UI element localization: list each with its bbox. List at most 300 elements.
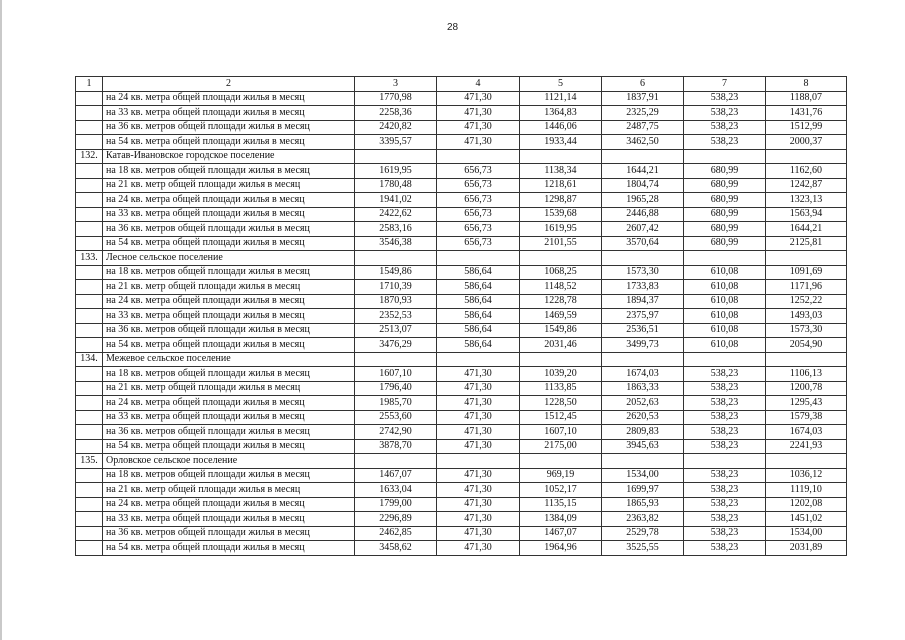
row-description: на 24 кв. метра общей площади жилья в месяц: [103, 193, 355, 208]
value-cell: 1965,28: [602, 193, 684, 208]
section-name: Катав-Ивановское городское поселение: [103, 149, 355, 164]
value-cell: 3945,63: [602, 439, 684, 454]
row-number-cell: [76, 294, 103, 309]
value-cell: 2536,51: [602, 323, 684, 338]
table-row: [76, 280, 847, 295]
value-cell: 3476,29: [355, 338, 437, 353]
value-cell: 2125,81: [766, 236, 847, 251]
row-description: на 18 кв. метров общей площади жилья в месяц: [103, 367, 355, 382]
value-cell: 471,30: [437, 468, 520, 483]
value-cell: 471,30: [437, 410, 520, 425]
row-number-cell: [76, 512, 103, 527]
value-cell: 1106,13: [766, 367, 847, 382]
value-cell: 2420,82: [355, 120, 437, 135]
value-cell: 1799,00: [355, 497, 437, 512]
value-cell: 471,30: [437, 367, 520, 382]
value-cell: 2000,37: [766, 135, 847, 150]
value-cell: 656,73: [437, 178, 520, 193]
value-cell: 1644,21: [766, 222, 847, 237]
value-cell: 969,19: [520, 468, 602, 483]
value-cell: 2422,62: [355, 207, 437, 222]
row-description: на 54 кв. метра общей площади жилья в месяц: [103, 236, 355, 251]
value-cell: 1549,86: [355, 265, 437, 280]
value-cell: 1228,50: [520, 396, 602, 411]
row-number-cell: [76, 193, 103, 208]
row-number-cell: [76, 265, 103, 280]
section-number: 135.: [76, 454, 103, 469]
empty-cell: [437, 454, 520, 469]
value-cell: 2241,93: [766, 439, 847, 454]
row-description: на 33 кв. метра общей площади жилья в месяц: [103, 309, 355, 324]
empty-cell: [520, 454, 602, 469]
row-description: на 21 кв. метр общей площади жилья в месяц: [103, 280, 355, 295]
value-cell: 1607,10: [355, 367, 437, 382]
value-cell: 2529,78: [602, 526, 684, 541]
value-cell: 1837,91: [602, 91, 684, 106]
value-cell: 1534,00: [602, 468, 684, 483]
value-cell: 2031,89: [766, 541, 847, 556]
row-number-cell: [76, 91, 103, 106]
table-row: [76, 381, 847, 396]
table-row: [76, 338, 847, 353]
table-row: [76, 207, 847, 222]
value-cell: 1228,78: [520, 294, 602, 309]
row-description: на 36 кв. метров общей площади жилья в месяц: [103, 425, 355, 440]
section-row: [76, 352, 847, 367]
value-cell: 471,30: [437, 135, 520, 150]
value-cell: 1780,48: [355, 178, 437, 193]
value-cell: 538,23: [684, 468, 766, 483]
value-cell: 656,73: [437, 207, 520, 222]
value-cell: 1091,69: [766, 265, 847, 280]
row-number-cell: [76, 541, 103, 556]
value-cell: 1202,08: [766, 497, 847, 512]
value-cell: 1218,61: [520, 178, 602, 193]
header-cell: 6: [602, 77, 684, 92]
value-cell: 680,99: [684, 236, 766, 251]
value-cell: 1298,87: [520, 193, 602, 208]
value-cell: 538,23: [684, 541, 766, 556]
value-cell: 1579,38: [766, 410, 847, 425]
value-cell: 538,23: [684, 91, 766, 106]
row-description: на 21 кв. метр общей площади жилья в месяц: [103, 381, 355, 396]
value-cell: 3499,73: [602, 338, 684, 353]
empty-cell: [520, 352, 602, 367]
value-cell: 538,23: [684, 106, 766, 121]
value-cell: 538,23: [684, 396, 766, 411]
value-cell: 680,99: [684, 222, 766, 237]
empty-cell: [684, 352, 766, 367]
row-description: на 24 кв. метра общей площади жилья в месяц: [103, 294, 355, 309]
value-cell: 1534,00: [766, 526, 847, 541]
value-cell: 1573,30: [602, 265, 684, 280]
value-cell: 538,23: [684, 497, 766, 512]
value-cell: 610,08: [684, 294, 766, 309]
row-description: на 24 кв. метра общей площади жилья в месяц: [103, 91, 355, 106]
row-description: на 24 кв. метра общей площади жилья в месяц: [103, 396, 355, 411]
row-number-cell: [76, 207, 103, 222]
value-cell: 1242,87: [766, 178, 847, 193]
row-number-cell: [76, 309, 103, 324]
table-row: [76, 367, 847, 382]
value-cell: 1039,20: [520, 367, 602, 382]
empty-cell: [437, 149, 520, 164]
row-number-cell: [76, 338, 103, 353]
empty-cell: [766, 454, 847, 469]
value-cell: 1467,07: [520, 526, 602, 541]
table-row: [76, 120, 847, 135]
value-cell: 3525,55: [602, 541, 684, 556]
row-description: на 24 кв. метра общей площади жилья в месяц: [103, 497, 355, 512]
empty-cell: [602, 149, 684, 164]
value-cell: 1252,22: [766, 294, 847, 309]
value-cell: 2462,85: [355, 526, 437, 541]
value-cell: 538,23: [684, 512, 766, 527]
row-description: на 54 кв. метра общей площади жилья в месяц: [103, 439, 355, 454]
value-cell: 1121,14: [520, 91, 602, 106]
value-cell: 1446,06: [520, 120, 602, 135]
value-cell: 656,73: [437, 164, 520, 179]
value-cell: 680,99: [684, 164, 766, 179]
value-cell: 1364,83: [520, 106, 602, 121]
row-number-cell: [76, 222, 103, 237]
row-number-cell: [76, 381, 103, 396]
value-cell: 586,64: [437, 338, 520, 353]
empty-cell: [602, 454, 684, 469]
row-number-cell: [76, 439, 103, 454]
value-cell: 1796,40: [355, 381, 437, 396]
table-body: [76, 77, 847, 556]
value-cell: 1933,44: [520, 135, 602, 150]
table-row: [76, 410, 847, 425]
value-cell: 1052,17: [520, 483, 602, 498]
value-cell: 538,23: [684, 483, 766, 498]
value-cell: 2175,00: [520, 439, 602, 454]
value-cell: 1941,02: [355, 193, 437, 208]
value-cell: 471,30: [437, 483, 520, 498]
table-row: [76, 396, 847, 411]
value-cell: 1633,04: [355, 483, 437, 498]
value-cell: 656,73: [437, 193, 520, 208]
row-description: на 33 кв. метра общей площади жилья в месяц: [103, 106, 355, 121]
section-name: Лесное сельское поселение: [103, 251, 355, 266]
empty-cell: [766, 251, 847, 266]
value-cell: 680,99: [684, 178, 766, 193]
row-description: на 33 кв. метра общей площади жилья в месяц: [103, 512, 355, 527]
table-row: [76, 164, 847, 179]
section-row: [76, 454, 847, 469]
value-cell: 2742,90: [355, 425, 437, 440]
value-cell: 471,30: [437, 439, 520, 454]
empty-cell: [684, 251, 766, 266]
row-description: на 33 кв. метра общей площади жилья в месяц: [103, 207, 355, 222]
row-description: на 18 кв. метров общей площади жилья в месяц: [103, 468, 355, 483]
row-number-cell: [76, 164, 103, 179]
empty-cell: [437, 251, 520, 266]
value-cell: 1699,97: [602, 483, 684, 498]
value-cell: 1148,52: [520, 280, 602, 295]
value-cell: 1171,96: [766, 280, 847, 295]
table-row: [76, 323, 847, 338]
value-cell: 2325,29: [602, 106, 684, 121]
row-number-cell: [76, 483, 103, 498]
value-cell: 471,30: [437, 497, 520, 512]
empty-cell: [766, 352, 847, 367]
value-cell: 471,30: [437, 106, 520, 121]
empty-cell: [602, 251, 684, 266]
row-number-cell: [76, 178, 103, 193]
empty-cell: [766, 149, 847, 164]
value-cell: 3462,50: [602, 135, 684, 150]
header-cell: 5: [520, 77, 602, 92]
value-cell: 1512,45: [520, 410, 602, 425]
section-name: Орловское сельское поселение: [103, 454, 355, 469]
value-cell: 3878,70: [355, 439, 437, 454]
table-row: [76, 294, 847, 309]
value-cell: 656,73: [437, 236, 520, 251]
value-cell: 2583,16: [355, 222, 437, 237]
value-cell: 2258,36: [355, 106, 437, 121]
value-cell: 2620,53: [602, 410, 684, 425]
value-cell: 586,64: [437, 265, 520, 280]
tariff-table: [75, 76, 847, 556]
row-description: на 54 кв. метра общей площади жилья в месяц: [103, 541, 355, 556]
value-cell: 1384,09: [520, 512, 602, 527]
value-cell: 1295,43: [766, 396, 847, 411]
value-cell: 2296,89: [355, 512, 437, 527]
section-number: 133.: [76, 251, 103, 266]
value-cell: 471,30: [437, 120, 520, 135]
value-cell: 1133,85: [520, 381, 602, 396]
empty-cell: [602, 352, 684, 367]
value-cell: 3546,38: [355, 236, 437, 251]
value-cell: 538,23: [684, 410, 766, 425]
value-cell: 471,30: [437, 425, 520, 440]
value-cell: 1431,76: [766, 106, 847, 121]
header-cell: 4: [437, 77, 520, 92]
value-cell: 538,23: [684, 135, 766, 150]
value-cell: 1619,95: [355, 164, 437, 179]
value-cell: 2363,82: [602, 512, 684, 527]
row-description: на 36 кв. метров общей площади жилья в месяц: [103, 323, 355, 338]
section-number: 132.: [76, 149, 103, 164]
section-number: 134.: [76, 352, 103, 367]
empty-cell: [684, 454, 766, 469]
header-cell: 1: [76, 77, 103, 92]
value-cell: 538,23: [684, 439, 766, 454]
empty-cell: [355, 149, 437, 164]
value-cell: 1162,60: [766, 164, 847, 179]
row-number-cell: [76, 410, 103, 425]
value-cell: 2553,60: [355, 410, 437, 425]
value-cell: 2052,63: [602, 396, 684, 411]
table-row: [76, 483, 847, 498]
value-cell: 1467,07: [355, 468, 437, 483]
row-number-cell: [76, 280, 103, 295]
value-cell: 1188,07: [766, 91, 847, 106]
value-cell: 538,23: [684, 367, 766, 382]
value-cell: 2809,83: [602, 425, 684, 440]
empty-cell: [355, 251, 437, 266]
value-cell: 586,64: [437, 280, 520, 295]
section-name: Межевое сельское поселение: [103, 352, 355, 367]
empty-cell: [437, 352, 520, 367]
table-row: [76, 497, 847, 512]
table-row: [76, 178, 847, 193]
value-cell: 1573,30: [766, 323, 847, 338]
header-cell: 8: [766, 77, 847, 92]
value-cell: 2607,42: [602, 222, 684, 237]
header-cell: 3: [355, 77, 437, 92]
header-cell: 7: [684, 77, 766, 92]
table-row: [76, 526, 847, 541]
value-cell: 610,08: [684, 323, 766, 338]
value-cell: 471,30: [437, 526, 520, 541]
value-cell: 1323,13: [766, 193, 847, 208]
value-cell: 1733,83: [602, 280, 684, 295]
table-row: [76, 193, 847, 208]
value-cell: 3395,57: [355, 135, 437, 150]
value-cell: 1674,03: [602, 367, 684, 382]
value-cell: 1619,95: [520, 222, 602, 237]
table-row: [76, 309, 847, 324]
row-number-cell: [76, 396, 103, 411]
value-cell: 2446,88: [602, 207, 684, 222]
table-row: [76, 91, 847, 106]
value-cell: 2375,97: [602, 309, 684, 324]
value-cell: 1607,10: [520, 425, 602, 440]
row-description: на 21 кв. метр общей площади жилья в месяц: [103, 483, 355, 498]
empty-cell: [520, 251, 602, 266]
value-cell: 538,23: [684, 120, 766, 135]
value-cell: 1674,03: [766, 425, 847, 440]
table-row: [76, 265, 847, 280]
row-description: на 18 кв. метров общей площади жилья в месяц: [103, 265, 355, 280]
value-cell: 1451,02: [766, 512, 847, 527]
row-description: на 36 кв. метров общей площади жилья в месяц: [103, 526, 355, 541]
value-cell: 1870,93: [355, 294, 437, 309]
value-cell: 471,30: [437, 381, 520, 396]
table-row: [76, 512, 847, 527]
table-row: [76, 106, 847, 121]
value-cell: 586,64: [437, 309, 520, 324]
header-row: [76, 77, 847, 92]
value-cell: 1135,15: [520, 497, 602, 512]
value-cell: 2352,53: [355, 309, 437, 324]
value-cell: 471,30: [437, 91, 520, 106]
value-cell: 1985,70: [355, 396, 437, 411]
value-cell: 3570,64: [602, 236, 684, 251]
table-row: [76, 541, 847, 556]
value-cell: 1964,96: [520, 541, 602, 556]
row-number-cell: [76, 236, 103, 251]
value-cell: 1804,74: [602, 178, 684, 193]
row-description: на 21 кв. метр общей площади жилья в месяц: [103, 178, 355, 193]
table-row: [76, 439, 847, 454]
row-number-cell: [76, 135, 103, 150]
value-cell: 471,30: [437, 512, 520, 527]
page-number: 28: [446, 22, 459, 33]
value-cell: 538,23: [684, 425, 766, 440]
value-cell: 1710,39: [355, 280, 437, 295]
value-cell: 1469,59: [520, 309, 602, 324]
row-description: на 54 кв. метра общей площади жилья в месяц: [103, 135, 355, 150]
value-cell: 1036,12: [766, 468, 847, 483]
value-cell: 2513,07: [355, 323, 437, 338]
value-cell: 1200,78: [766, 381, 847, 396]
value-cell: 680,99: [684, 193, 766, 208]
value-cell: 1539,68: [520, 207, 602, 222]
value-cell: 1119,10: [766, 483, 847, 498]
value-cell: 471,30: [437, 396, 520, 411]
value-cell: 1068,25: [520, 265, 602, 280]
value-cell: 1138,34: [520, 164, 602, 179]
row-description: на 54 кв. метра общей площади жилья в месяц: [103, 338, 355, 353]
value-cell: 1493,03: [766, 309, 847, 324]
empty-cell: [684, 149, 766, 164]
table-row: [76, 425, 847, 440]
scan-edge-line: [0, 0, 2, 640]
value-cell: 1865,93: [602, 497, 684, 512]
value-cell: 1563,94: [766, 207, 847, 222]
value-cell: 538,23: [684, 526, 766, 541]
value-cell: 586,64: [437, 323, 520, 338]
value-cell: 471,30: [437, 541, 520, 556]
row-description: на 36 кв. метров общей площади жилья в месяц: [103, 120, 355, 135]
value-cell: 610,08: [684, 280, 766, 295]
value-cell: 1512,99: [766, 120, 847, 135]
value-cell: 610,08: [684, 338, 766, 353]
empty-cell: [355, 352, 437, 367]
value-cell: 2487,75: [602, 120, 684, 135]
value-cell: 2101,55: [520, 236, 602, 251]
row-number-cell: [76, 425, 103, 440]
row-description: на 36 кв. метров общей площади жилья в месяц: [103, 222, 355, 237]
table-row: [76, 135, 847, 150]
row-number-cell: [76, 468, 103, 483]
row-number-cell: [76, 120, 103, 135]
header-cell: 2: [103, 77, 355, 92]
value-cell: 1644,21: [602, 164, 684, 179]
value-cell: 680,99: [684, 207, 766, 222]
row-description: на 18 кв. метров общей площади жилья в месяц: [103, 164, 355, 179]
value-cell: 1549,86: [520, 323, 602, 338]
table-row: [76, 222, 847, 237]
row-number-cell: [76, 106, 103, 121]
row-description: на 33 кв. метра общей площади жилья в месяц: [103, 410, 355, 425]
value-cell: 656,73: [437, 222, 520, 237]
value-cell: 610,08: [684, 309, 766, 324]
value-cell: 3458,62: [355, 541, 437, 556]
table-row: [76, 468, 847, 483]
row-number-cell: [76, 323, 103, 338]
empty-cell: [355, 454, 437, 469]
value-cell: 1894,37: [602, 294, 684, 309]
section-row: [76, 149, 847, 164]
value-cell: 2054,90: [766, 338, 847, 353]
value-cell: 538,23: [684, 381, 766, 396]
row-number-cell: [76, 526, 103, 541]
value-cell: 586,64: [437, 294, 520, 309]
value-cell: 1770,98: [355, 91, 437, 106]
value-cell: 610,08: [684, 265, 766, 280]
row-number-cell: [76, 367, 103, 382]
row-number-cell: [76, 497, 103, 512]
section-row: [76, 251, 847, 266]
value-cell: 1863,33: [602, 381, 684, 396]
empty-cell: [520, 149, 602, 164]
table-row: [76, 236, 847, 251]
